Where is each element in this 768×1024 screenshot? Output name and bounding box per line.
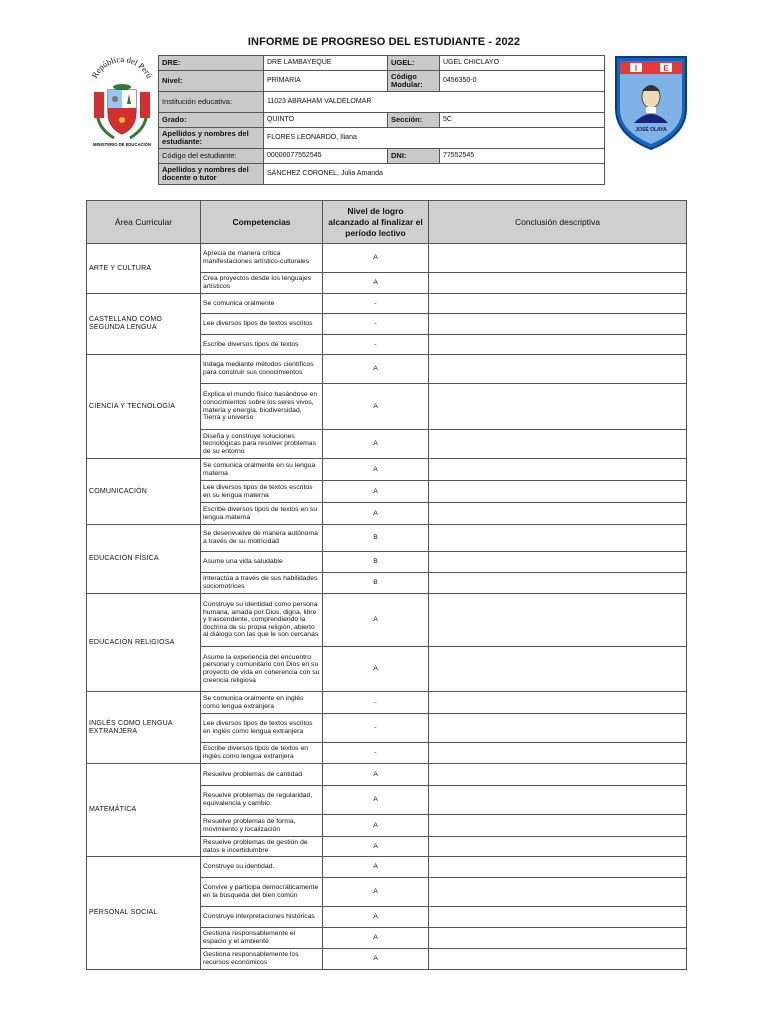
table-row bbox=[87, 594, 687, 647]
competencia-cell: Gestiona responsablemente el espacio y el ambiente bbox=[201, 928, 323, 949]
conclusion-cell bbox=[429, 815, 687, 837]
logo-band-right: E bbox=[663, 64, 669, 73]
estudiante-value: FLORES LEONARDO, Iliana bbox=[264, 128, 605, 149]
area-name: PERSONAL SOCIAL bbox=[87, 857, 201, 970]
area-name: COMUNICACIÓN bbox=[87, 459, 201, 525]
logo-band-left: I bbox=[634, 64, 638, 73]
table-row bbox=[87, 355, 687, 384]
conclusion-cell bbox=[429, 647, 687, 692]
nivel-cell: B bbox=[323, 552, 429, 573]
header-conclusion: Conclusión descriptiva bbox=[429, 201, 687, 244]
logo-top-text: República del Perú bbox=[89, 53, 155, 80]
competencia-cell: Gestiona responsablemente los recursos económicos bbox=[201, 949, 323, 970]
competencia-cell: Resuelve problemas de cantidad bbox=[201, 764, 323, 786]
conclusion-cell bbox=[429, 430, 687, 459]
nivel-cell: A bbox=[323, 594, 429, 647]
nivel-cell: A bbox=[323, 430, 429, 459]
nivel-cell: A bbox=[323, 459, 429, 481]
conclusion-cell bbox=[429, 294, 687, 314]
competencia-cell: Escribe diversos tipos de textos en su lengua materna bbox=[201, 503, 323, 525]
table-row bbox=[87, 525, 687, 552]
ugel-label: UGEL: bbox=[388, 56, 440, 71]
logo-bottom-text: MINISTERIO DE EDUCACIÓN bbox=[93, 142, 151, 147]
area-name: ARTE Y CULTURA bbox=[87, 244, 201, 294]
competencia-cell: Se comunica oralmente en su lengua materna bbox=[201, 459, 323, 481]
docente-value: SANCHEZ CORONEL, Julia Amanda bbox=[264, 164, 605, 185]
nivel-cell: A bbox=[323, 786, 429, 815]
nivel-cell: B bbox=[323, 573, 429, 594]
conclusion-cell bbox=[429, 335, 687, 355]
competencia-cell: Escribe diversos tipos de textos bbox=[201, 335, 323, 355]
dre-value: DRE LAMBAYEQUE bbox=[264, 56, 388, 71]
logo-school-name: JOSÉ OLAYA bbox=[635, 127, 667, 133]
nivel-cell: A bbox=[323, 949, 429, 970]
area-name: INGLÉS COMO LENGUA EXTRANJERA bbox=[87, 692, 201, 764]
institucion-label: Institución educativa: bbox=[159, 92, 264, 113]
nivel-cell: A bbox=[323, 837, 429, 857]
nivel-cell: B bbox=[323, 525, 429, 552]
header-competencias: Competencias bbox=[201, 201, 323, 244]
nivel-cell: - bbox=[323, 692, 429, 714]
nivel-cell: A bbox=[323, 907, 429, 928]
competencia-cell: Crea proyectos desde los lenguajes artísticos bbox=[201, 273, 323, 294]
conclusion-cell bbox=[429, 878, 687, 907]
nivel-cell: - bbox=[323, 743, 429, 764]
competencia-cell: Convive y participa democráticamente en la búsqueda del bien común bbox=[201, 878, 323, 907]
nivel-cell: A bbox=[323, 764, 429, 786]
institucion-value: 11023 ABRAHAM VALDELOMAR bbox=[264, 92, 605, 113]
dni-value: 77552545 bbox=[440, 149, 605, 164]
codigo-estudiante-value: 00000077552545 bbox=[264, 149, 388, 164]
table-row bbox=[87, 244, 687, 273]
competencia-cell: Explica el mundo físico basándose en conocimientos sobre los seres vivos, materia y energía, biodiversidad, Tierra y universo bbox=[201, 384, 323, 430]
codigo-modular-label: Código Modular: bbox=[388, 71, 440, 92]
conclusion-cell bbox=[429, 837, 687, 857]
nivel-cell: A bbox=[323, 503, 429, 525]
conclusion-cell bbox=[429, 949, 687, 970]
peru-coat-of-arms-logo bbox=[84, 46, 160, 150]
grado-value: QUINTO bbox=[264, 113, 388, 128]
competencia-cell: Lee diversos tipos de textos escritos en inglés como lengua extranjera bbox=[201, 714, 323, 743]
nivel-cell: - bbox=[323, 294, 429, 314]
conclusion-cell bbox=[429, 786, 687, 815]
competencia-cell: Construye su identidad. bbox=[201, 857, 323, 878]
conclusion-cell bbox=[429, 525, 687, 552]
competencia-cell: Indaga mediante métodos científicos para construir sus conocimientos bbox=[201, 355, 323, 384]
nivel-cell: A bbox=[323, 355, 429, 384]
conclusion-cell bbox=[429, 594, 687, 647]
table-row bbox=[87, 857, 687, 878]
conclusion-cell bbox=[429, 764, 687, 786]
svg-text:República del Perú bbox=[89, 54, 155, 80]
conclusion-cell bbox=[429, 273, 687, 294]
ugel-value: UGEL CHICLAYO bbox=[440, 56, 605, 71]
competencia-cell: Escribe diversos tipos de textos en inglés como lengua extranjera bbox=[201, 743, 323, 764]
nivel-cell: A bbox=[323, 273, 429, 294]
report-title: INFORME DE PROGRESO DEL ESTUDIANTE - 2022 bbox=[247, 36, 521, 48]
nivel-cell: - bbox=[323, 335, 429, 355]
competencia-cell: Asume la experiencia del encuentro personal y comunitario con Dios en su proyecto de vida en coherencia con su creencia religiosa bbox=[201, 647, 323, 692]
nivel-label: Nivel: bbox=[159, 71, 264, 92]
table-row bbox=[87, 459, 687, 481]
seccion-value: 5C bbox=[440, 113, 605, 128]
nivel-cell: A bbox=[323, 384, 429, 430]
table-row bbox=[87, 764, 687, 786]
nivel-cell: A bbox=[323, 857, 429, 878]
conclusion-cell bbox=[429, 314, 687, 335]
docente-label: Apellidos y nombres del docente o tutor bbox=[159, 164, 264, 185]
nivel-value: PRIMARIA bbox=[264, 71, 388, 92]
competencia-cell: Se desenvuelve de manera autónoma a través de su motricidad bbox=[201, 525, 323, 552]
competencia-cell: Resuelve problemas de forma, movimiento y localización bbox=[201, 815, 323, 837]
header-nivel: Nivel de logro alcanzado al finalizar el período lectivo bbox=[323, 201, 429, 244]
conclusion-cell bbox=[429, 743, 687, 764]
competencia-cell: Aprecia de manera crítica manifestaciones artístico-culturales bbox=[201, 244, 323, 273]
area-name: MATEMÁTICA bbox=[87, 764, 201, 857]
conclusion-cell bbox=[429, 714, 687, 743]
area-name: EDUCACIÓN RELIGIOSA bbox=[87, 594, 201, 692]
conclusion-cell bbox=[429, 244, 687, 273]
school-shield-logo bbox=[612, 53, 690, 151]
codigo-modular-value: 0456350-0 bbox=[440, 71, 605, 92]
competencia-cell: Resuelve problemas de gestión de datos e incertidumbre bbox=[201, 837, 323, 857]
conclusion-cell bbox=[429, 481, 687, 503]
competencia-cell: Lee diversos tipos de textos escritos bbox=[201, 314, 323, 335]
conclusion-cell bbox=[429, 692, 687, 714]
area-name: CASTELLANO COMO SEGUNDA LENGUA bbox=[87, 294, 201, 355]
competencia-cell: Construye su identidad como persona humana, amada por Dios, digna, libre y trascendente, comprendiendo la doctrina de su propia religión, abierto al diálogo con las que le son cercanas bbox=[201, 594, 323, 647]
competencia-cell: Interactúa a través de sus habilidades sociomotrices bbox=[201, 573, 323, 594]
dre-label: DRE: bbox=[159, 56, 264, 71]
competencia-cell: Diseña y construye soluciones tecnológicas para resolver problemas de su entorno bbox=[201, 430, 323, 459]
conclusion-cell bbox=[429, 907, 687, 928]
area-name: EDUCACIÓN FÍSICA bbox=[87, 525, 201, 594]
conclusion-cell bbox=[429, 857, 687, 878]
table-row bbox=[87, 692, 687, 714]
nivel-cell: - bbox=[323, 314, 429, 335]
student-info-table bbox=[158, 55, 605, 185]
nivel-cell: A bbox=[323, 244, 429, 273]
nivel-cell: A bbox=[323, 481, 429, 503]
grado-label: Grado: bbox=[159, 113, 264, 128]
seccion-label: Sección: bbox=[388, 113, 440, 128]
table-row bbox=[87, 294, 687, 314]
area-name: CIENCIA Y TECNOLOGÍA bbox=[87, 355, 201, 459]
competencia-cell: Construye interpretaciones históricas bbox=[201, 907, 323, 928]
nivel-cell: A bbox=[323, 878, 429, 907]
conclusion-cell bbox=[429, 459, 687, 481]
progress-table bbox=[86, 200, 687, 970]
conclusion-cell bbox=[429, 503, 687, 525]
nivel-cell: A bbox=[323, 928, 429, 949]
competencia-cell: Se comunica oralmente bbox=[201, 294, 323, 314]
nivel-cell: - bbox=[323, 714, 429, 743]
estudiante-label: Apellidos y nombres del estudiante: bbox=[159, 128, 264, 149]
conclusion-cell bbox=[429, 928, 687, 949]
competencia-cell: Asume una vida saludable bbox=[201, 552, 323, 573]
competencia-cell: Resuelve problemas de regularidad, equivalencia y cambio bbox=[201, 786, 323, 815]
competencia-cell: Lee diversos tipos de textos escritos en su lengua materna bbox=[201, 481, 323, 503]
competencia-cell: Se comunica oralmente en inglés como lengua extranjera bbox=[201, 692, 323, 714]
conclusion-cell bbox=[429, 355, 687, 384]
conclusion-cell bbox=[429, 552, 687, 573]
conclusion-cell bbox=[429, 573, 687, 594]
conclusion-cell bbox=[429, 384, 687, 430]
header-area: Área Curricular bbox=[87, 201, 201, 244]
nivel-cell: A bbox=[323, 815, 429, 837]
dni-label: DNI: bbox=[388, 149, 440, 164]
nivel-cell: A bbox=[323, 647, 429, 692]
codigo-estudiante-label: Código del estudiante: bbox=[159, 149, 264, 164]
